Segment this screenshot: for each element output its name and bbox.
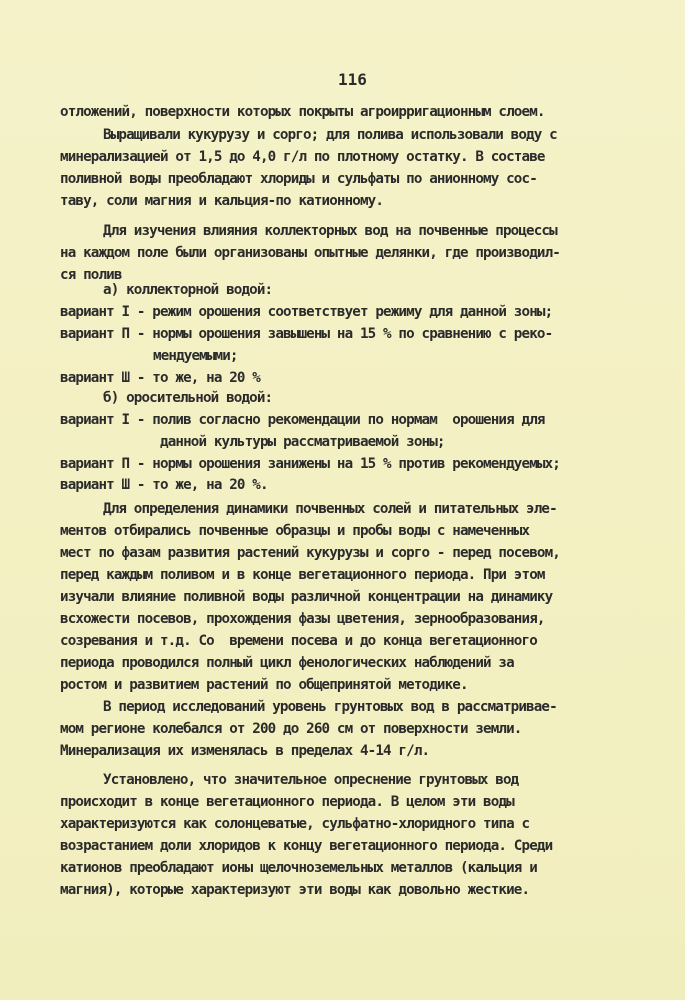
text-line: характеризуются как солонцеватые, сульфатно-хлоридного типа с bbox=[60, 816, 530, 832]
text-line: отложений, поверхности которых покрыты агроирригационным слоем. bbox=[60, 104, 545, 120]
text-line: Для изучения влияния коллекторных вод на почвенные процессы bbox=[103, 223, 557, 239]
text-line: вариант Ш - то же, на 20 %. bbox=[60, 477, 268, 493]
text-line: ся полив bbox=[60, 267, 122, 283]
text-line: б) оросительной водой: bbox=[103, 390, 273, 406]
text-line: магния), которые характеризуют эти воды как довольно жесткие. bbox=[60, 882, 530, 898]
text-line: минерализацией от 1,5 до 4,0 г/л по плотному остатку. В составе bbox=[60, 149, 545, 165]
text-line: В период исследований уровень грунтовых вод в рассматривае- bbox=[103, 699, 557, 715]
text-line: Для определения динамики почвенных солей и питательных эле- bbox=[103, 501, 557, 517]
text-line: периода проводился полный цикл фенологических наблюдений за bbox=[60, 655, 514, 671]
text-line: происходит в конце вегетационного периода. В целом эти воды bbox=[60, 794, 514, 810]
text-line: всхожести посевов, прохождения фазы цветения, зернообразования, bbox=[60, 611, 545, 627]
text-line: вариант Ш - то же, на 20 % bbox=[60, 370, 260, 386]
text-line: мом регионе колебался от 200 до 260 см от поверхности земли. bbox=[60, 721, 522, 737]
text-line: на каждом поле были организованы опытные делянки, где производил- bbox=[60, 245, 560, 261]
page-number: 116 bbox=[338, 70, 367, 89]
text-line: ментов отбирались почвенные образцы и пробы воды с намеченных bbox=[60, 523, 530, 539]
text-line: вариант I - полив согласно рекомендации по нормам орошения для bbox=[60, 412, 545, 428]
text-line: вариант П - нормы орошения занижены на 15 % против рекомендуемых; bbox=[60, 456, 560, 472]
text-line: Минерализация их изменялась в пределах 4-14 г/л. bbox=[60, 743, 430, 759]
text-line: таву, соли магния и кальция-по катионному. bbox=[60, 193, 384, 209]
text-line: вариант I - режим орошения соответствует режиму для данной зоны; bbox=[60, 304, 553, 320]
text-line: Установлено, что значительное опреснение грунтовых вод bbox=[103, 772, 519, 788]
text-line: перед каждым поливом и в конце вегетационного периода. При этом bbox=[60, 567, 545, 583]
text-line: вариант П - нормы орошения завышены на 15 % по сравнению с реко- bbox=[60, 326, 553, 342]
text-line: созревания и т.д. Со времени посева и до конца вегетационного bbox=[60, 633, 537, 649]
text-line: Выращивали кукурузу и сорго; для полива использовали воду с bbox=[103, 127, 557, 143]
text-line: мендуемыми; bbox=[153, 348, 238, 364]
text-line: катионов преобладают ионы щелочноземельных металлов (кальция и bbox=[60, 860, 537, 876]
text-line: а) коллекторной водой: bbox=[103, 282, 273, 298]
text-line: данной культуры рассматриваемой зоны; bbox=[160, 434, 445, 450]
text-line: изучали влияние поливной воды различной концентрации на динамику bbox=[60, 589, 553, 605]
text-line: мест по фазам развития растений кукурузы и сорго - перед посевом, bbox=[60, 545, 560, 561]
text-line: возрастанием доли хлоридов к концу вегетационного периода. Среди bbox=[60, 838, 553, 854]
text-line: поливной воды преобладают хлориды и сульфаты по анионному сос- bbox=[60, 171, 537, 187]
text-line: ростом и развитием растений по общепринятой методике. bbox=[60, 677, 468, 693]
